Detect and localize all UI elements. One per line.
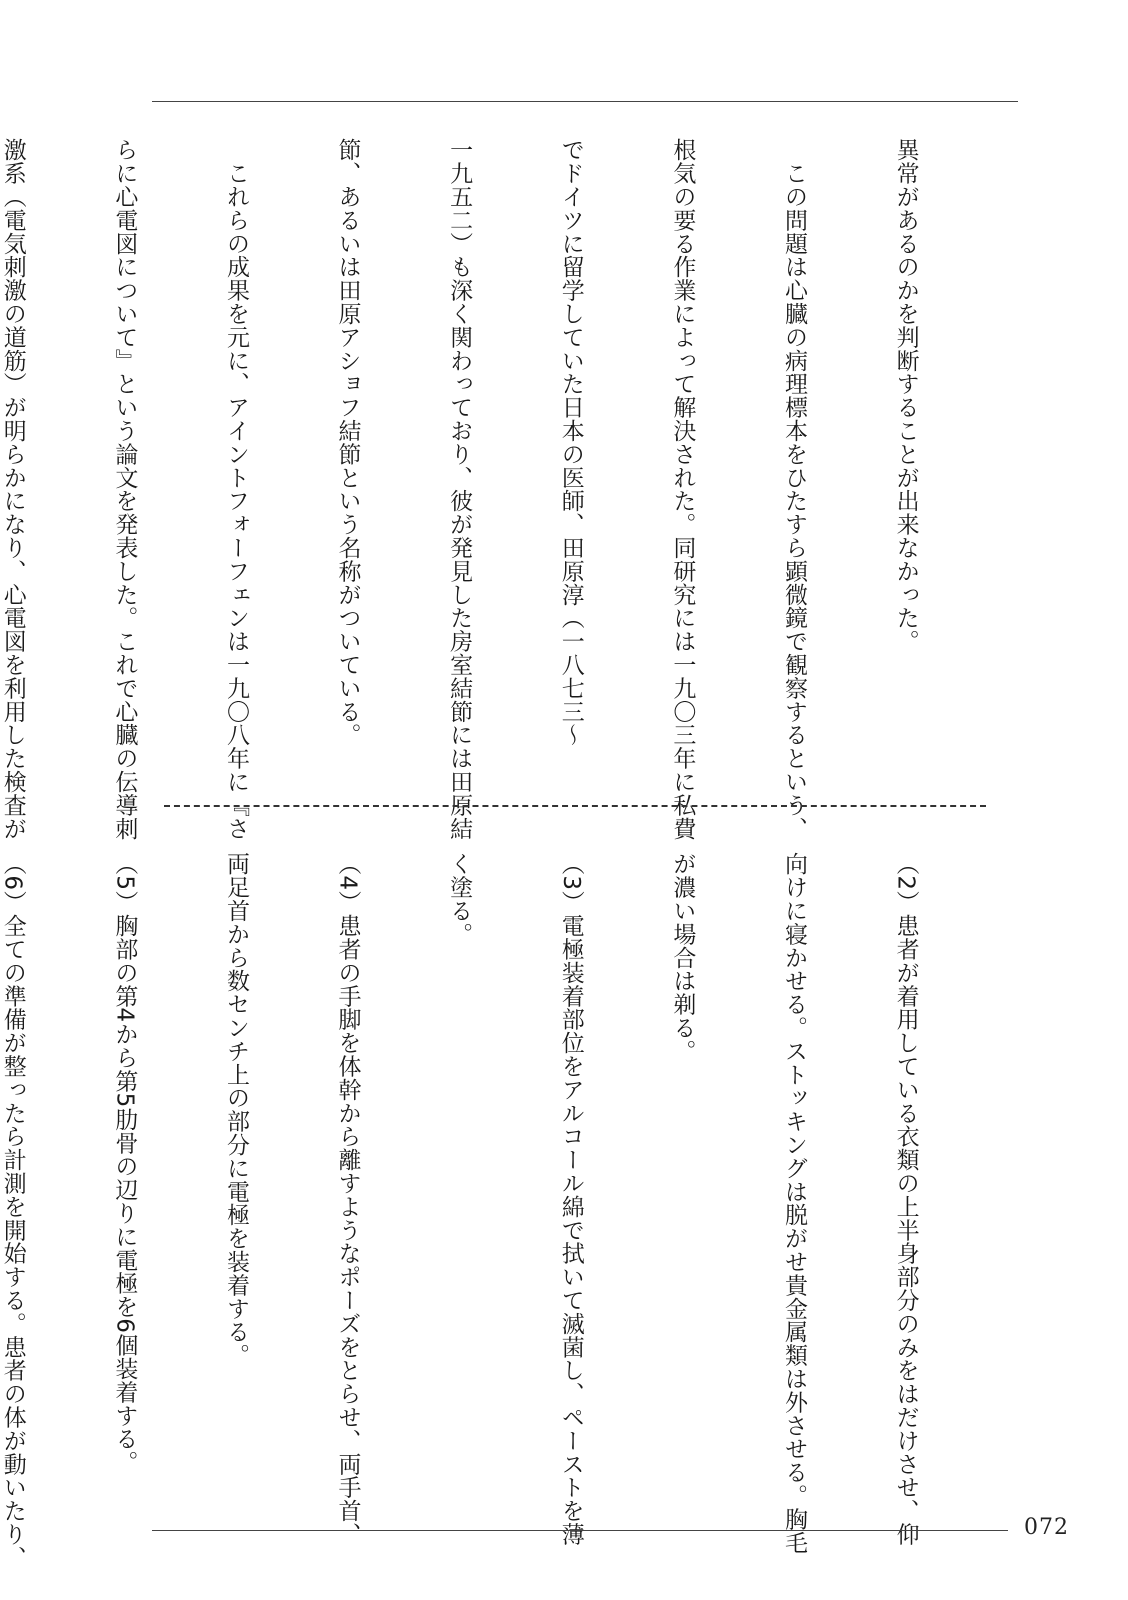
text-line: 両足首から数センチ上の部分に電極を装着する。	[222, 852, 249, 1367]
text-line: 根気の要る作業によって解決された。同研究には一九〇三年に私費	[669, 138, 696, 840]
text-line: （6）全ての準備が整ったら計測を開始する。患者の体が動いたり、	[0, 852, 26, 1570]
text-line: （4）患者の手脚を体幹から離すようなポーズをとらせ、両手首、	[334, 852, 361, 1546]
bottom-rule	[152, 1530, 1008, 1531]
text-line: 一九五二）も深く関わっており、彼が発見した房室結節には田原結	[446, 138, 473, 840]
text-line: これらの成果を元に、アイントフォーフェンは一九〇八年に『さ	[222, 138, 249, 840]
text-line: く塗る。	[446, 852, 473, 946]
text-line: 向けに寝かせる。ストッキングは脱がせ貴金属類は外させる。胸毛	[780, 852, 807, 1554]
text-line: （3）電極装着部位をアルコール綿で拭いて滅菌し、ペーストを薄	[557, 852, 584, 1546]
text-line: （2）患者が着用している衣類の上半身部分のみをはだけさせ、仰	[892, 852, 919, 1546]
text-line: （5）胸部の第4から第5肋骨の辺りに電極を6個装着する。	[111, 852, 138, 1474]
top-text-column	[0, 138, 998, 840]
dashed-separator	[164, 805, 986, 807]
text-line: 激系（電気刺激の道筋）が明らかになり、心電図を利用した検査が	[0, 138, 26, 840]
text-line: この問題は心臓の病理標本をひたすら顕微鏡で観察するという、	[780, 138, 807, 840]
text-line: 節、あるいは田原アショフ結節という名称がついている。	[334, 138, 361, 747]
text-line: でドイツに留学していた日本の医師、田原淳（一八七三〜	[557, 138, 584, 747]
text-line: 異常があるのかを判断することが出来なかった。	[892, 138, 919, 653]
text-line: らに心電図について』という論文を発表した。これで心臓の伝導刺	[111, 138, 138, 840]
page-number: 072	[1024, 1515, 1069, 1540]
top-rule	[152, 101, 1018, 102]
bottom-text-column	[0, 852, 998, 1570]
text-line: が濃い場合は剃る。	[669, 852, 696, 1063]
